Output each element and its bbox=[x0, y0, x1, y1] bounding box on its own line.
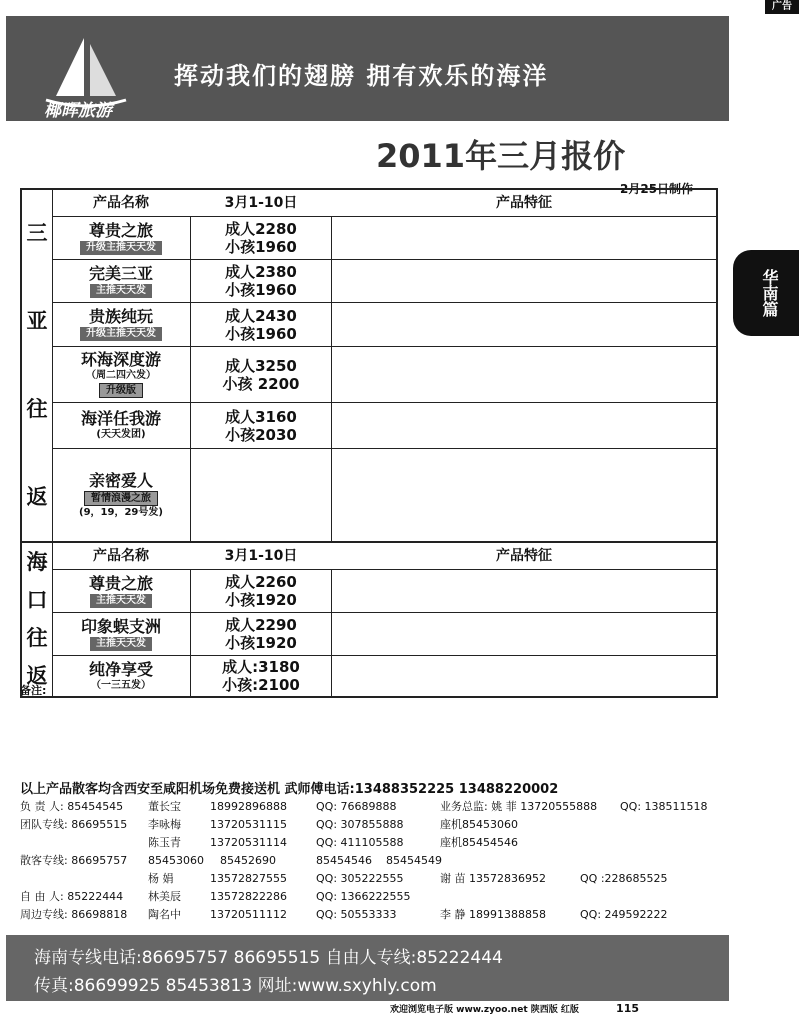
side-char: 往 bbox=[26, 626, 48, 651]
made-date: 2月25日制作 bbox=[620, 182, 694, 196]
footer-fax-url: 传真:86699925 85453813 网址:www.sxyhly.com bbox=[34, 976, 437, 996]
contact-extra: 座机85454546 bbox=[440, 836, 518, 849]
product-tag: 主推天天发 bbox=[90, 594, 152, 608]
child-price: 小孩1960 bbox=[225, 238, 297, 256]
feature-text bbox=[332, 656, 716, 696]
contact-qq2: QQ: 249592222 bbox=[580, 908, 668, 921]
product-tag: 升级主推天天发 bbox=[80, 327, 162, 341]
side-char: 返 bbox=[26, 484, 48, 509]
page-title: 2011年三月报价 bbox=[376, 137, 626, 175]
table-row bbox=[52, 217, 716, 260]
table-row bbox=[52, 449, 716, 541]
header-name: 产品名称 bbox=[93, 195, 149, 211]
product-name: 亲密爱人 bbox=[88, 470, 153, 490]
contact-mobile: 13720511112 bbox=[210, 908, 287, 921]
product-tag: 主推天天发 bbox=[90, 284, 152, 298]
product-name: 海洋任我游 bbox=[80, 409, 161, 428]
side-char: 三 bbox=[26, 221, 48, 246]
product-name: 贵族纯玩 bbox=[88, 307, 153, 326]
child-price: 小孩:2100 bbox=[222, 676, 300, 694]
adult-price: 成人2430 bbox=[225, 306, 297, 325]
contact-person: 李咏梅 bbox=[148, 818, 181, 831]
table-row bbox=[52, 656, 716, 696]
product-schedule: （一三五发） bbox=[91, 679, 151, 691]
product-name: 纯净享受 bbox=[88, 659, 153, 679]
haikou-side-label bbox=[22, 543, 53, 696]
contact-role: 负 责 人: 85454545 bbox=[20, 800, 124, 813]
contact-qq: QQ: 50553333 bbox=[316, 908, 397, 921]
side-char: 返 bbox=[26, 664, 48, 689]
logo-text: 椰晖旅游 bbox=[44, 101, 112, 121]
table-header bbox=[52, 543, 716, 570]
sanya-side-label bbox=[22, 190, 53, 541]
product-schedule: （周二四六发） bbox=[86, 370, 156, 381]
contact-mobile: 13720531115 bbox=[210, 818, 287, 831]
haikou-table bbox=[20, 541, 718, 698]
contact-qq2: QQ :228685525 bbox=[580, 872, 668, 885]
side-char: 亚 bbox=[26, 309, 48, 334]
contact-extra: 李 静 18991388858 bbox=[440, 908, 546, 921]
feature-text bbox=[332, 570, 716, 612]
contact-mobile: 18992896888 bbox=[210, 800, 287, 813]
header-feature: 产品特征 bbox=[496, 548, 552, 564]
contacts-heading: 以上产品散客均含西安至咸阳机场免费接送机 武师傅电话:13488352225 13488220002 bbox=[20, 782, 559, 797]
product-tag: 升级版 bbox=[99, 383, 143, 398]
contact-person: 陶名中 bbox=[148, 908, 181, 921]
contact-qq: QQ: 411105588 bbox=[316, 836, 404, 849]
contact-extra: 业务总监: 姚 菲 13720555888 bbox=[440, 800, 598, 813]
contact-qq: QQ: 1366222555 bbox=[316, 890, 411, 903]
table-header bbox=[52, 190, 716, 217]
bottom-text: 欢迎浏览电子版 www.zyoo.net 陕西版 红版 bbox=[390, 1005, 579, 1015]
ad-page bbox=[6, 16, 729, 1001]
contact-person: 林美辰 bbox=[148, 890, 181, 903]
table-row bbox=[52, 347, 716, 403]
product-tag: 主推天天发 bbox=[90, 637, 152, 651]
feature-text bbox=[332, 403, 716, 448]
adult-price: 成人3250 bbox=[225, 356, 297, 375]
header-feature: 产品特征 bbox=[496, 195, 552, 211]
product-name: 尊贵之旅 bbox=[88, 573, 153, 593]
contact-qq: QQ: 307855888 bbox=[316, 818, 404, 831]
contact-phone: 85454549 bbox=[386, 854, 442, 867]
side-char: 海 bbox=[26, 549, 48, 574]
product-tag: 升级主推天天发 bbox=[80, 241, 162, 255]
product-schedule: (天天发团) bbox=[96, 429, 146, 440]
contact-extra: 谢 苗 13572836952 bbox=[440, 872, 546, 885]
slogan: 挥动我们的翅膀 拥有欢乐的海洋 bbox=[174, 62, 549, 90]
contact-mobile: 13572827555 bbox=[210, 872, 287, 885]
child-price: 小孩 2200 bbox=[222, 374, 300, 393]
sanya-table bbox=[20, 188, 718, 543]
header-banner bbox=[6, 16, 729, 121]
table-row bbox=[52, 403, 716, 449]
page-number: 115 bbox=[616, 1002, 640, 1015]
side-char: 往 bbox=[26, 396, 48, 421]
contact-phone: 85454546 bbox=[316, 854, 372, 867]
product-name: 印象蜈支洲 bbox=[80, 616, 161, 636]
table-row bbox=[52, 303, 716, 347]
notes-label: 备注: bbox=[20, 684, 47, 697]
product-name: 环海深度游 bbox=[80, 350, 161, 369]
table-row bbox=[52, 570, 716, 613]
adult-price: 成人3160 bbox=[225, 407, 297, 426]
header-date: 3月1-10日 bbox=[224, 548, 298, 564]
contact-qq: QQ: 76689888 bbox=[316, 800, 397, 813]
contact-extra: 座机85453060 bbox=[440, 818, 518, 831]
footer-banner bbox=[6, 935, 729, 1001]
footer-phones: 海南专线电话:86695757 86695515 自由人专线:85222444 bbox=[34, 948, 503, 968]
feature-text bbox=[332, 303, 716, 346]
contact-role: 自 由 人: 85222444 bbox=[20, 890, 124, 903]
feature-text bbox=[332, 613, 716, 655]
contact-role: 团队专线: 86695515 bbox=[20, 818, 128, 831]
header-name: 产品名称 bbox=[93, 548, 149, 564]
adult-price: 成人:3180 bbox=[222, 658, 300, 676]
feature-text bbox=[332, 449, 716, 541]
contact-role: 散客专线: 86695757 bbox=[20, 854, 128, 867]
feature-text bbox=[332, 347, 716, 402]
adult-price: 成人2260 bbox=[225, 573, 297, 591]
product-name: 尊贵之旅 bbox=[88, 220, 153, 240]
contact-phone: 85453060 bbox=[148, 854, 204, 867]
ad-tag: 广告 bbox=[765, 0, 799, 14]
child-price: 小孩1920 bbox=[225, 634, 297, 652]
header-date: 3月1-10日 bbox=[224, 195, 298, 211]
side-char: 口 bbox=[26, 587, 48, 612]
contact-person: 董长宝 bbox=[148, 800, 181, 813]
feature-text bbox=[332, 217, 716, 259]
bottom-strip bbox=[390, 1002, 639, 1015]
contact-person: 陈玉青 bbox=[148, 836, 181, 849]
contact-role: 周边专线: 86698818 bbox=[20, 908, 128, 921]
section-tab[interactable]: 华南篇 bbox=[733, 250, 799, 336]
child-price: 小孩1920 bbox=[225, 591, 297, 609]
contact-qq2: QQ: 138511518 bbox=[620, 800, 708, 813]
product-tag: 暂情浪漫之旅 bbox=[84, 491, 158, 506]
table-row bbox=[52, 260, 716, 303]
contact-qq: QQ: 305222555 bbox=[316, 872, 404, 885]
contact-mobile: 13720531114 bbox=[210, 836, 287, 849]
contact-mobile: 13572822286 bbox=[210, 890, 287, 903]
adult-price: 成人2290 bbox=[225, 616, 297, 634]
contact-person: 杨 娟 bbox=[148, 872, 174, 885]
adult-price: 成人2380 bbox=[225, 263, 297, 281]
feature-text bbox=[332, 260, 716, 302]
contact-phone: 85452690 bbox=[220, 854, 276, 867]
product-schedule: (9，19，29号发) bbox=[79, 506, 163, 518]
child-price: 小孩2030 bbox=[225, 425, 297, 444]
table-row bbox=[52, 613, 716, 656]
adult-price: 成人2280 bbox=[225, 220, 297, 238]
product-name: 完美三亚 bbox=[88, 263, 153, 283]
child-price: 小孩1960 bbox=[225, 324, 297, 343]
child-price: 小孩1960 bbox=[225, 281, 297, 299]
